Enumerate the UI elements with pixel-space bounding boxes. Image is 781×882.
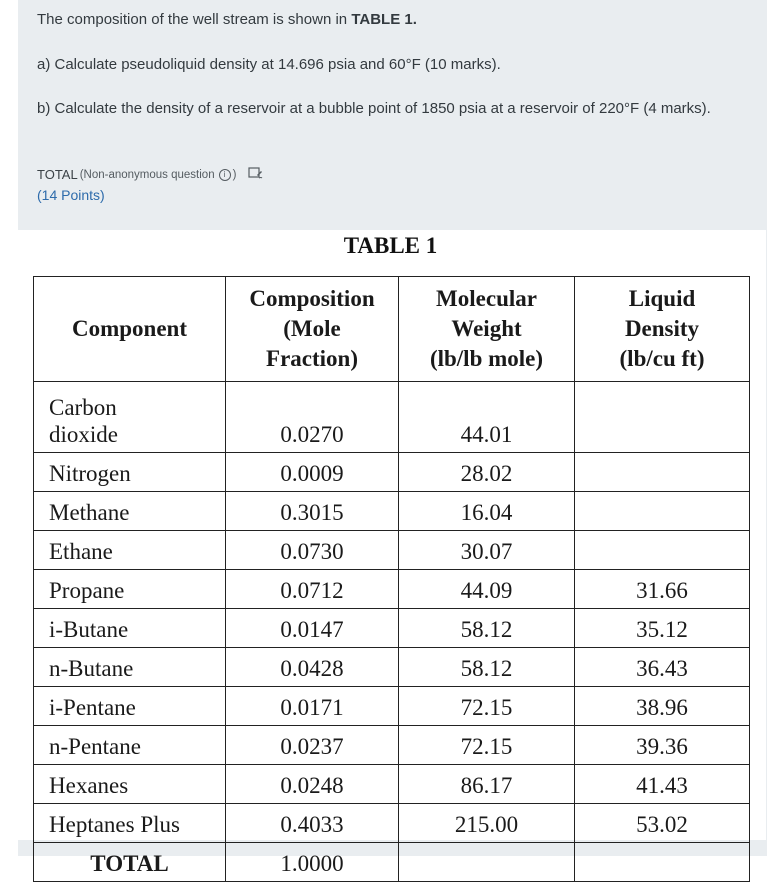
cell-density <box>575 531 750 570</box>
meta-close: ) <box>232 168 237 181</box>
cell-composition: 0.0730 <box>226 531 399 570</box>
cell-total-mw <box>399 843 575 882</box>
cell-mw: 72.15 <box>399 687 575 726</box>
cell-mw: 72.15 <box>399 726 575 765</box>
intro-table-ref: TABLE 1. <box>351 11 417 28</box>
intro-text: The composition of the well stream is shown in <box>37 11 352 28</box>
header-component: Component <box>34 277 226 382</box>
cell-composition: 0.3015 <box>226 492 399 531</box>
cell-density: 31.66 <box>575 570 750 609</box>
cell-component: Carbon dioxide <box>34 382 226 453</box>
table-row <box>34 570 750 609</box>
immersive-reader-icon[interactable] <box>248 166 264 183</box>
cell-component: Hexanes <box>34 765 226 804</box>
cell-component: Heptanes Plus <box>34 804 226 843</box>
cell-mw: 58.12 <box>399 648 575 687</box>
cell-density: 39.36 <box>575 726 750 765</box>
cell-density: 38.96 <box>575 687 750 726</box>
question-meta <box>37 166 264 183</box>
table-row <box>34 453 750 492</box>
non-anonymous-label: (Non-anonymous question <box>79 168 215 181</box>
header-composition: Composition (Mole Fraction) <box>226 277 399 382</box>
composition-table <box>33 276 750 882</box>
table-row <box>34 609 750 648</box>
cell-component: i-Butane <box>34 609 226 648</box>
cell-mw: 44.09 <box>399 570 575 609</box>
header-liquid-density: Liquid Density (lb/cu ft) <box>575 277 750 382</box>
table-row <box>34 687 750 726</box>
table-row <box>34 382 750 453</box>
table-row <box>34 648 750 687</box>
cell-composition: 0.0147 <box>226 609 399 648</box>
cell-component: n-Butane <box>34 648 226 687</box>
cell-composition: 0.4033 <box>226 804 399 843</box>
cell-total-density <box>575 843 750 882</box>
cell-total-label: TOTAL <box>34 843 226 882</box>
cell-mw: 44.01 <box>399 382 575 453</box>
cell-density <box>575 382 750 453</box>
cell-mw: 58.12 <box>399 609 575 648</box>
cell-composition: 0.0248 <box>226 765 399 804</box>
total-label: TOTAL <box>37 167 78 182</box>
cell-component: Nitrogen <box>34 453 226 492</box>
cell-composition: 0.0428 <box>226 648 399 687</box>
cell-composition: 0.0712 <box>226 570 399 609</box>
cell-mw: 86.17 <box>399 765 575 804</box>
table-row <box>34 804 750 843</box>
table-row <box>34 492 750 531</box>
info-icon[interactable]: i <box>219 169 231 181</box>
cell-component: Methane <box>34 492 226 531</box>
cell-density <box>575 492 750 531</box>
table-total-row <box>34 843 750 882</box>
points-label: (14 Points) <box>37 187 105 203</box>
question-part-b: b) Calculate the density of a reservoir at a bubble point of 1850 psia at a reservoir of 220°F (4 marks). <box>37 100 711 117</box>
cell-composition: 0.0171 <box>226 687 399 726</box>
cell-mw: 215.00 <box>399 804 575 843</box>
table-row <box>34 726 750 765</box>
question-intro <box>37 9 752 30</box>
cell-mw: 16.04 <box>399 492 575 531</box>
cell-density <box>575 453 750 492</box>
table-title: TABLE 1 <box>343 233 438 258</box>
cell-composition: 0.0237 <box>226 726 399 765</box>
cell-density: 41.43 <box>575 765 750 804</box>
table-header-row <box>34 277 750 382</box>
cell-component: Ethane <box>34 531 226 570</box>
cell-mw: 28.02 <box>399 453 575 492</box>
cell-density: 53.02 <box>575 804 750 843</box>
question-part-a: a) Calculate pseudoliquid density at 14.696 psia and 60°F (10 marks). <box>37 56 501 73</box>
cell-mw: 30.07 <box>399 531 575 570</box>
cell-total-composition: 1.0000 <box>226 843 399 882</box>
header-molecular-weight: Molecular Weight (lb/lb mole) <box>399 277 575 382</box>
table-row <box>34 531 750 570</box>
cell-density: 36.43 <box>575 648 750 687</box>
table-row <box>34 765 750 804</box>
cell-composition: 0.0270 <box>226 382 399 453</box>
cell-density: 35.12 <box>575 609 750 648</box>
cell-composition: 0.0009 <box>226 453 399 492</box>
cell-component: n-Pentane <box>34 726 226 765</box>
cell-component: Propane <box>34 570 226 609</box>
cell-component: i-Pentane <box>34 687 226 726</box>
